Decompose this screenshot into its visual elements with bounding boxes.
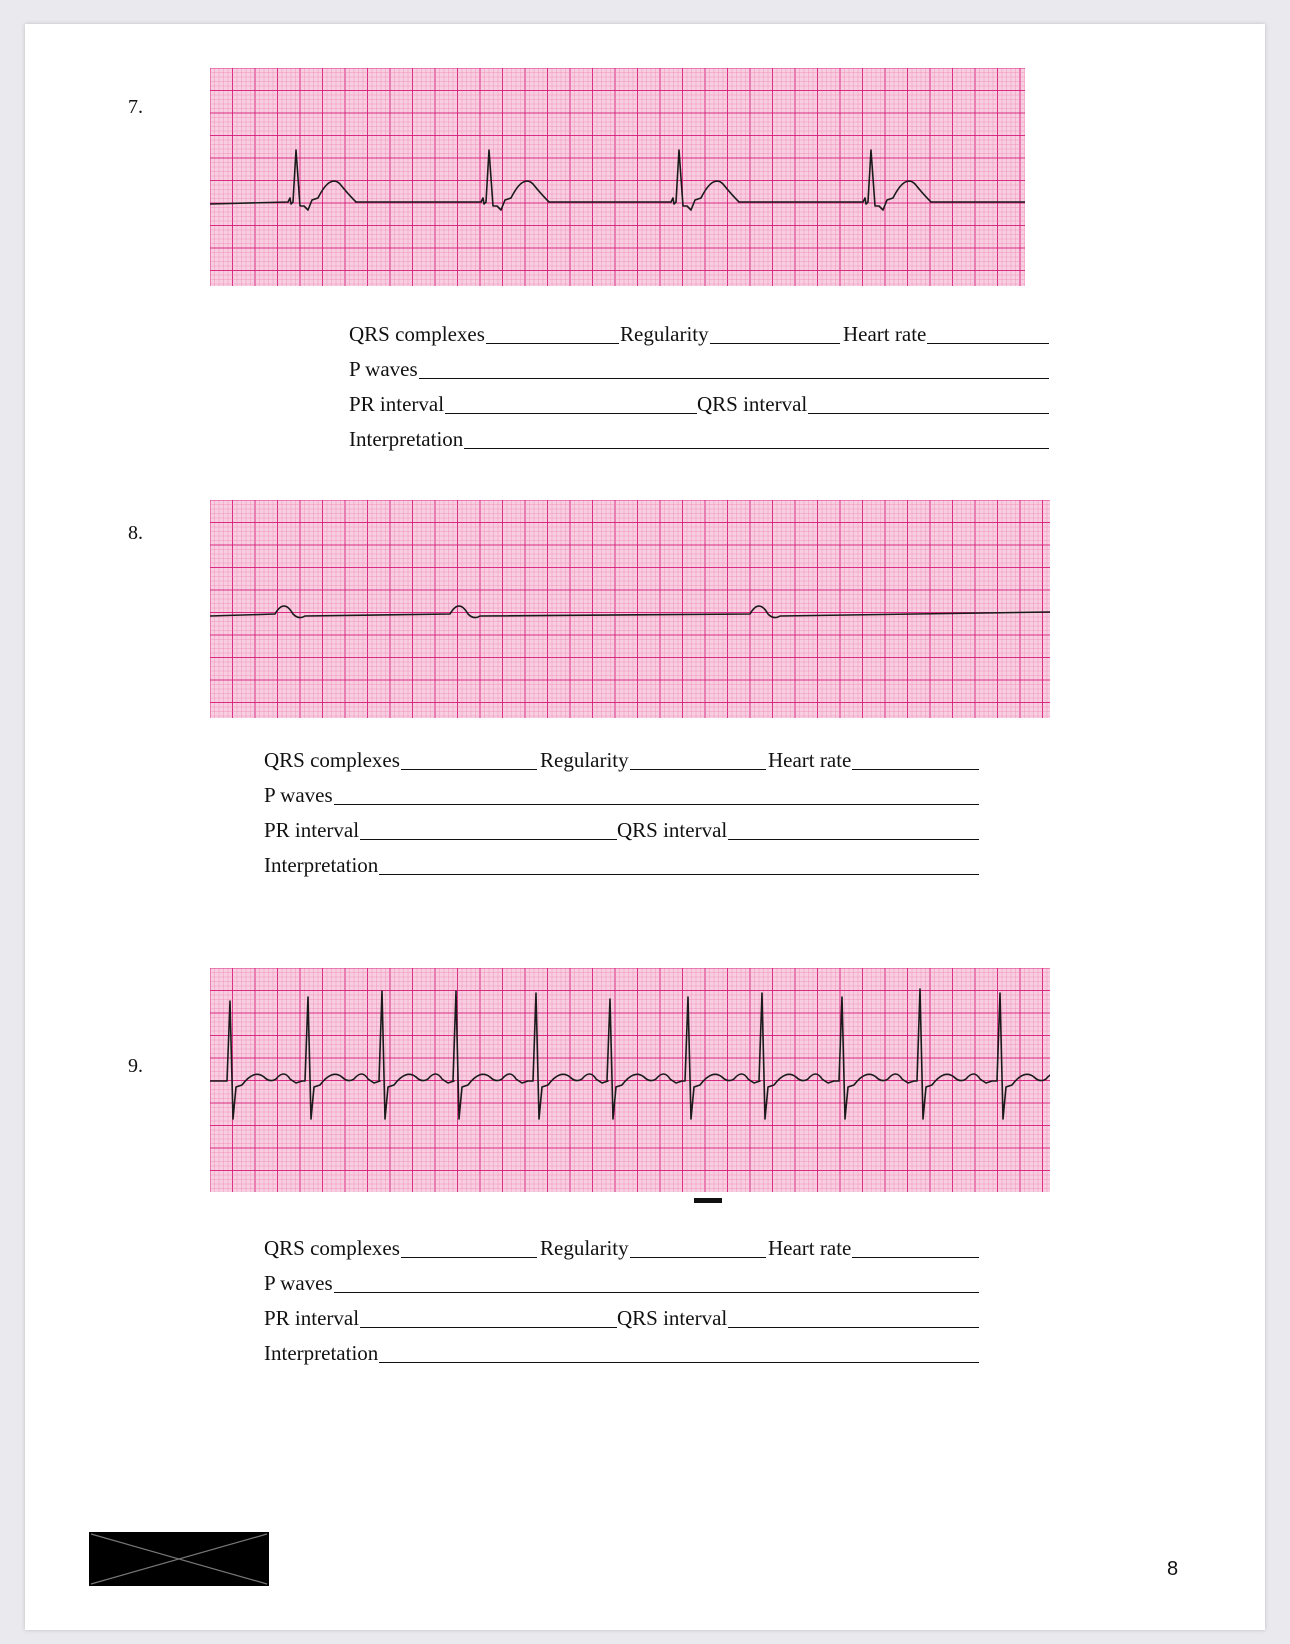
qrs-complexes-field[interactable] xyxy=(401,1238,537,1258)
pr-interval-field[interactable] xyxy=(445,394,697,414)
p-waves-label: P waves xyxy=(349,357,418,381)
interpretation-field[interactable] xyxy=(464,429,1049,449)
interpretation-field[interactable] xyxy=(379,855,979,875)
regularity-label: Regularity xyxy=(620,322,709,346)
p-waves-field[interactable] xyxy=(334,1273,979,1293)
qrs-interval-field[interactable] xyxy=(808,394,1049,414)
problem-number: 7. xyxy=(128,96,143,118)
answer-form-7 xyxy=(349,320,1049,460)
p-waves-field[interactable] xyxy=(334,785,979,805)
p-waves-label: P waves xyxy=(264,1271,333,1295)
interpretation-field[interactable] xyxy=(379,1343,979,1363)
heart-rate-field[interactable] xyxy=(927,324,1049,344)
qrs-interval-label: QRS interval xyxy=(617,1306,728,1330)
answer-form-8 xyxy=(264,746,979,886)
pr-interval-label: PR interval xyxy=(264,818,360,842)
heart-rate-field[interactable] xyxy=(852,1238,979,1258)
heart-rate-field[interactable] xyxy=(852,750,979,770)
p-waves-label: P waves xyxy=(264,783,333,807)
ecg-strip-9 xyxy=(210,968,1050,1206)
qrs-complexes-field[interactable] xyxy=(401,750,537,770)
qrs-label: QRS complexes xyxy=(264,748,400,772)
qrs-interval-field[interactable] xyxy=(728,820,979,840)
worksheet-page xyxy=(25,24,1265,1630)
qrs-interval-field[interactable] xyxy=(728,1308,979,1328)
qrs-label: QRS complexes xyxy=(264,1236,400,1260)
ecg-strip-8 xyxy=(210,500,1050,718)
qrs-interval-label: QRS interval xyxy=(697,392,808,416)
regularity-field[interactable] xyxy=(710,324,840,344)
problem-number: 9. xyxy=(128,1055,143,1077)
regularity-field[interactable] xyxy=(630,1238,766,1258)
ecg-grid-8 xyxy=(210,500,1050,718)
interpretation-label: Interpretation xyxy=(264,853,379,877)
heart-rate-label: Heart rate xyxy=(768,748,852,772)
qrs-complexes-field[interactable] xyxy=(486,324,619,344)
crossed-box-icon xyxy=(89,1532,269,1586)
ecg-grid-9 xyxy=(210,968,1050,1206)
qrs-label: QRS complexes xyxy=(349,322,485,346)
regularity-label: Regularity xyxy=(540,1236,629,1260)
interpretation-label: Interpretation xyxy=(349,427,464,451)
regularity-label: Regularity xyxy=(540,748,629,772)
qrs-interval-label: QRS interval xyxy=(617,818,728,842)
calibration-mark xyxy=(694,1198,722,1203)
regularity-field[interactable] xyxy=(630,750,766,770)
pr-interval-label: PR interval xyxy=(349,392,445,416)
page-number: 8 xyxy=(1167,1558,1179,1580)
strip-margin xyxy=(210,1192,1050,1206)
pr-interval-field[interactable] xyxy=(360,1308,617,1328)
answer-form-9 xyxy=(264,1234,979,1374)
heart-rate-label: Heart rate xyxy=(768,1236,852,1260)
ecg-grid-7 xyxy=(210,68,1025,286)
pr-interval-field[interactable] xyxy=(360,820,617,840)
heart-rate-label: Heart rate xyxy=(843,322,927,346)
redacted-image-placeholder xyxy=(89,1532,269,1586)
ecg-strip-7 xyxy=(210,68,1025,286)
problem-number: 8. xyxy=(128,522,143,544)
interpretation-label: Interpretation xyxy=(264,1341,379,1365)
pr-interval-label: PR interval xyxy=(264,1306,360,1330)
p-waves-field[interactable] xyxy=(419,359,1049,379)
